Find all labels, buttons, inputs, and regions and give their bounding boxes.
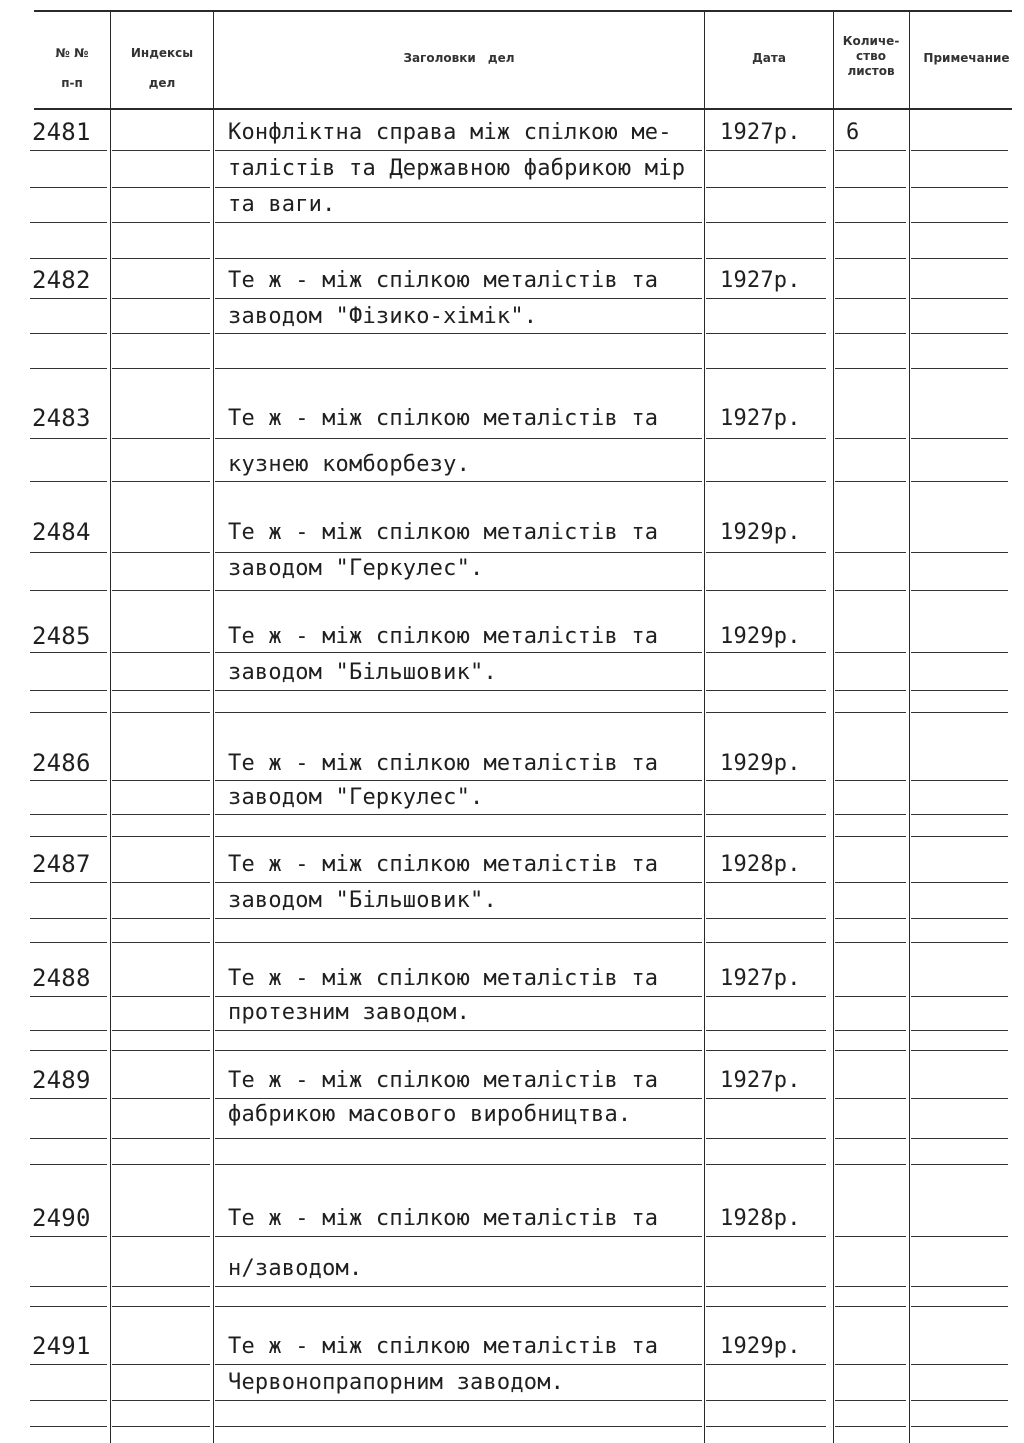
ruled-line (706, 712, 826, 713)
case-title-line: Те ж - мiж спiлкою металiстiв та (228, 268, 659, 293)
ruled-line (835, 590, 906, 591)
ruled-line (30, 1164, 107, 1165)
ruled-line (706, 1286, 826, 1287)
ruled-line (30, 481, 107, 482)
ruled-line (215, 438, 702, 439)
ruled-line (911, 1050, 1008, 1051)
ruled-line (215, 333, 702, 334)
header-number: № № п-п (55, 46, 89, 90)
ruled-line (112, 222, 210, 223)
case-number: 2489 (32, 1066, 91, 1094)
ruled-line (835, 333, 906, 334)
ruled-line (706, 836, 826, 837)
ruled-line (30, 1306, 107, 1307)
ruled-line (215, 1164, 702, 1165)
ruled-line (215, 652, 702, 653)
ruled-line (835, 481, 906, 482)
ruled-line (911, 1364, 1008, 1365)
case-date: 1927р. (720, 966, 801, 991)
ruled-line (706, 590, 826, 591)
ruled-line (911, 481, 1008, 482)
ruled-line (706, 333, 826, 334)
ruled-line (112, 481, 210, 482)
ruled-line (30, 333, 107, 334)
ruled-line (706, 1306, 826, 1307)
ruled-line (112, 298, 210, 299)
ruled-line (215, 882, 702, 883)
ruled-line (112, 1050, 210, 1051)
ruled-line (112, 1236, 210, 1237)
ruled-line (911, 1236, 1008, 1237)
case-date: 1927р. (720, 268, 801, 293)
ruled-line (835, 1030, 906, 1031)
ruled-line (911, 438, 1008, 439)
ruled-line (215, 590, 702, 591)
ruled-line (706, 780, 826, 781)
ruled-line (706, 1098, 826, 1099)
ruled-line (911, 918, 1008, 919)
ruled-line (706, 814, 826, 815)
ruled-line (215, 942, 702, 943)
case-title-line: фабрикою масового виробництва. (228, 1102, 632, 1127)
ruled-line (112, 1364, 210, 1365)
ruled-line (215, 814, 702, 815)
ruled-line (30, 1400, 107, 1401)
ruled-line (835, 150, 906, 151)
case-date: 1927р. (720, 406, 801, 431)
case-title-line: талiстiв та Державною фабрикою мiр (228, 156, 686, 181)
ruled-line (112, 590, 210, 591)
ruled-line (706, 150, 826, 151)
ruled-line (835, 652, 906, 653)
ruled-line (215, 1030, 702, 1031)
ruled-line (706, 996, 826, 997)
ruled-line (911, 1138, 1008, 1139)
ruled-line (835, 1306, 906, 1307)
sheet-count: 6 (846, 120, 860, 145)
ruled-line (30, 298, 107, 299)
ruled-line (30, 258, 107, 259)
ruled-line (835, 552, 906, 553)
ruled-line (911, 552, 1008, 553)
ruled-line (112, 1306, 210, 1307)
ruled-line (215, 258, 702, 259)
ruled-line (911, 690, 1008, 691)
ruled-line (30, 1364, 107, 1365)
ruled-line (911, 1306, 1008, 1307)
header-index: Индексы дел (130, 46, 194, 90)
ruled-line (835, 918, 906, 919)
case-number: 2481 (32, 118, 91, 146)
ruled-line (112, 814, 210, 815)
case-title-line: Те ж - мiж спiлкою металiстiв та (228, 751, 659, 776)
column-divider (213, 12, 214, 1443)
ruled-line (30, 438, 107, 439)
case-title-line: заводом "Бiльшовик". (228, 660, 497, 685)
ruled-line (911, 814, 1008, 815)
ruled-line (112, 187, 210, 188)
ruled-line (706, 298, 826, 299)
ruled-line (112, 552, 210, 553)
ruled-line (706, 1236, 826, 1237)
ruled-line (30, 652, 107, 653)
ruled-line (911, 590, 1008, 591)
ruled-line (215, 552, 702, 553)
ruled-line (30, 882, 107, 883)
ruled-line (706, 1400, 826, 1401)
ruled-line (30, 590, 107, 591)
ruled-line (706, 652, 826, 653)
ruled-line (706, 1030, 826, 1031)
ruled-line (911, 1400, 1008, 1401)
ruled-line (30, 222, 107, 223)
case-date: 1929р. (720, 624, 801, 649)
ruled-line (706, 1364, 826, 1365)
ruled-line (30, 836, 107, 837)
ruled-line (112, 438, 210, 439)
ruled-line (215, 996, 702, 997)
ruled-line (30, 552, 107, 553)
ruled-line (911, 368, 1008, 369)
case-number: 2484 (32, 518, 91, 546)
ruled-line (215, 836, 702, 837)
ruled-line (835, 780, 906, 781)
header-date: Дата (752, 51, 786, 65)
ruled-line (706, 942, 826, 943)
ruled-line (911, 1164, 1008, 1165)
case-date: 1927р. (720, 1068, 801, 1093)
ruled-line (112, 690, 210, 691)
ruled-line (30, 187, 107, 188)
ruled-line (112, 836, 210, 837)
ruled-line (30, 1098, 107, 1099)
ruled-line (215, 1138, 702, 1139)
ruled-line (706, 187, 826, 188)
ruled-line (835, 1138, 906, 1139)
ruled-line (835, 814, 906, 815)
ruled-line (215, 298, 702, 299)
case-number: 2486 (32, 749, 91, 777)
ruled-line (911, 652, 1008, 653)
ruled-line (911, 187, 1008, 188)
ruled-line (112, 712, 210, 713)
case-title-line: Те ж - мiж спiлкою металiстiв та (228, 1334, 659, 1359)
case-number: 2482 (32, 266, 91, 294)
ruled-line (30, 1286, 107, 1287)
ruled-line (911, 836, 1008, 837)
ruled-line (911, 882, 1008, 883)
header-title: Заголовки дел (403, 51, 515, 65)
case-title-line: Те ж - мiж спiлкою металiстiв та (228, 406, 659, 431)
ruled-line (30, 780, 107, 781)
ruled-line (706, 918, 826, 919)
ruled-line (706, 438, 826, 439)
ruled-line (706, 882, 826, 883)
ruled-line (706, 1138, 826, 1139)
case-date: 1927р. (720, 120, 801, 145)
ruled-line (215, 1286, 702, 1287)
ruled-line (835, 996, 906, 997)
ruled-line (30, 1050, 107, 1051)
ruled-line (835, 187, 906, 188)
case-number: 2491 (32, 1332, 91, 1360)
ruled-line (30, 1030, 107, 1031)
ruled-line (112, 258, 210, 259)
ruled-line (215, 222, 702, 223)
ruled-line (911, 1098, 1008, 1099)
ruled-line (706, 481, 826, 482)
case-title-line: Те ж - мiж спiлкою металiстiв та (228, 852, 659, 877)
ruled-line (30, 1138, 107, 1139)
ruled-line (706, 1164, 826, 1165)
ruled-line (112, 1138, 210, 1139)
ruled-line (215, 1050, 702, 1051)
ruled-line (835, 222, 906, 223)
ruled-line (706, 222, 826, 223)
ruled-line (112, 1098, 210, 1099)
case-title-line: н/заводом. (228, 1256, 363, 1281)
ruled-line (215, 1426, 702, 1427)
case-number: 2483 (32, 404, 91, 432)
ruled-line (835, 712, 906, 713)
ruled-line (215, 1364, 702, 1365)
ruled-line (30, 1236, 107, 1237)
ruled-line (835, 1426, 906, 1427)
column-divider (704, 12, 705, 1443)
case-title-line: заводом "Геркулес". (228, 785, 484, 810)
ruled-line (706, 1050, 826, 1051)
ruled-line (911, 780, 1008, 781)
case-number: 2485 (32, 622, 91, 650)
ruled-line (835, 1050, 906, 1051)
ruled-line (215, 368, 702, 369)
ruled-line (112, 780, 210, 781)
ruled-line (215, 712, 702, 713)
ruled-line (112, 652, 210, 653)
ruled-line (835, 1400, 906, 1401)
ruled-line (112, 368, 210, 369)
ruled-line (30, 918, 107, 919)
case-number: 2490 (32, 1204, 91, 1232)
ruled-line (215, 918, 702, 919)
case-number: 2487 (32, 850, 91, 878)
ruled-line (911, 222, 1008, 223)
case-date: 1929р. (720, 1334, 801, 1359)
ruled-line (706, 552, 826, 553)
ruled-line (215, 1306, 702, 1307)
ruled-line (911, 333, 1008, 334)
ruled-line (911, 996, 1008, 997)
ruled-line (706, 258, 826, 259)
ruled-line (215, 1236, 702, 1237)
ruled-line (112, 1286, 210, 1287)
ruled-line (835, 1164, 906, 1165)
ruled-line (112, 882, 210, 883)
case-title-line: Те ж - мiж спiлкою металiстiв та (228, 624, 659, 649)
header-bottom-rule (34, 108, 1012, 110)
ruled-line (835, 882, 906, 883)
ruled-line (911, 712, 1008, 713)
ruled-line (835, 690, 906, 691)
ruled-line (706, 368, 826, 369)
ruled-line (835, 1364, 906, 1365)
case-date: 1929р. (720, 751, 801, 776)
column-divider (909, 12, 910, 1443)
ruled-line (911, 1030, 1008, 1031)
ruled-line (835, 1098, 906, 1099)
case-title-line: та ваги. (228, 192, 336, 217)
ruled-line (112, 942, 210, 943)
ruled-line (112, 150, 210, 151)
case-title-line: Те ж - мiж спiлкою металiстiв та (228, 966, 659, 991)
column-divider (110, 12, 111, 1443)
ruled-line (112, 333, 210, 334)
case-title-line: Конфлiктна справа мiж спiлкою ме- (228, 120, 672, 145)
ruled-line (835, 258, 906, 259)
case-date: 1929р. (720, 520, 801, 545)
case-date: 1928р. (720, 852, 801, 877)
ruled-line (30, 814, 107, 815)
ruled-line (215, 150, 702, 151)
case-title-line: заводом "Фiзико-хiмiк". (228, 304, 538, 329)
ruled-line (215, 690, 702, 691)
ruled-line (911, 942, 1008, 943)
ruled-line (30, 942, 107, 943)
ruled-line (835, 1286, 906, 1287)
ruled-line (911, 298, 1008, 299)
ruled-line (911, 1426, 1008, 1427)
ruled-line (30, 712, 107, 713)
ruled-line (215, 187, 702, 188)
ruled-line (835, 298, 906, 299)
case-title-line: Те ж - мiж спiлкою металiстiв та (228, 1206, 659, 1231)
case-title-line: Червонопрапорним заводом. (228, 1370, 565, 1395)
ruled-line (215, 1400, 702, 1401)
ruled-line (30, 996, 107, 997)
ruled-line (835, 1236, 906, 1237)
ruled-line (30, 690, 107, 691)
ruled-line (112, 1164, 210, 1165)
case-title-line: заводом "Бiльшовик". (228, 888, 497, 913)
ruled-line (112, 1426, 210, 1427)
ruled-line (215, 780, 702, 781)
ruled-line (835, 368, 906, 369)
case-title-line: протезним заводом. (228, 1000, 471, 1025)
ruled-line (911, 150, 1008, 151)
case-title-line: Те ж - мiж спiлкою металiстiв та (228, 1068, 659, 1093)
ruled-line (30, 1426, 107, 1427)
case-number: 2488 (32, 964, 91, 992)
case-title-line: кузнею комборбезу. (228, 452, 471, 477)
column-divider (833, 12, 834, 1443)
case-title-line: заводом "Геркулес". (228, 556, 484, 581)
ruled-line (30, 368, 107, 369)
case-date: 1928р. (720, 1206, 801, 1231)
ruled-line (706, 690, 826, 691)
ruled-line (112, 1030, 210, 1031)
ruled-line (112, 918, 210, 919)
ruled-line (112, 1400, 210, 1401)
ruled-line (706, 1426, 826, 1427)
ruled-line (911, 258, 1008, 259)
case-title-line: Те ж - мiж спiлкою металiстiв та (228, 520, 659, 545)
header-sheet-count: Количе- ство листов (842, 34, 900, 78)
ruled-line (911, 1286, 1008, 1287)
ruled-line (215, 1098, 702, 1099)
ruled-line (835, 438, 906, 439)
header-note: Примечание (923, 51, 1010, 65)
ruled-line (30, 150, 107, 151)
ruled-line (112, 996, 210, 997)
ruled-line (835, 836, 906, 837)
ruled-line (215, 481, 702, 482)
ruled-line (835, 942, 906, 943)
header-top-rule (34, 10, 1012, 12)
